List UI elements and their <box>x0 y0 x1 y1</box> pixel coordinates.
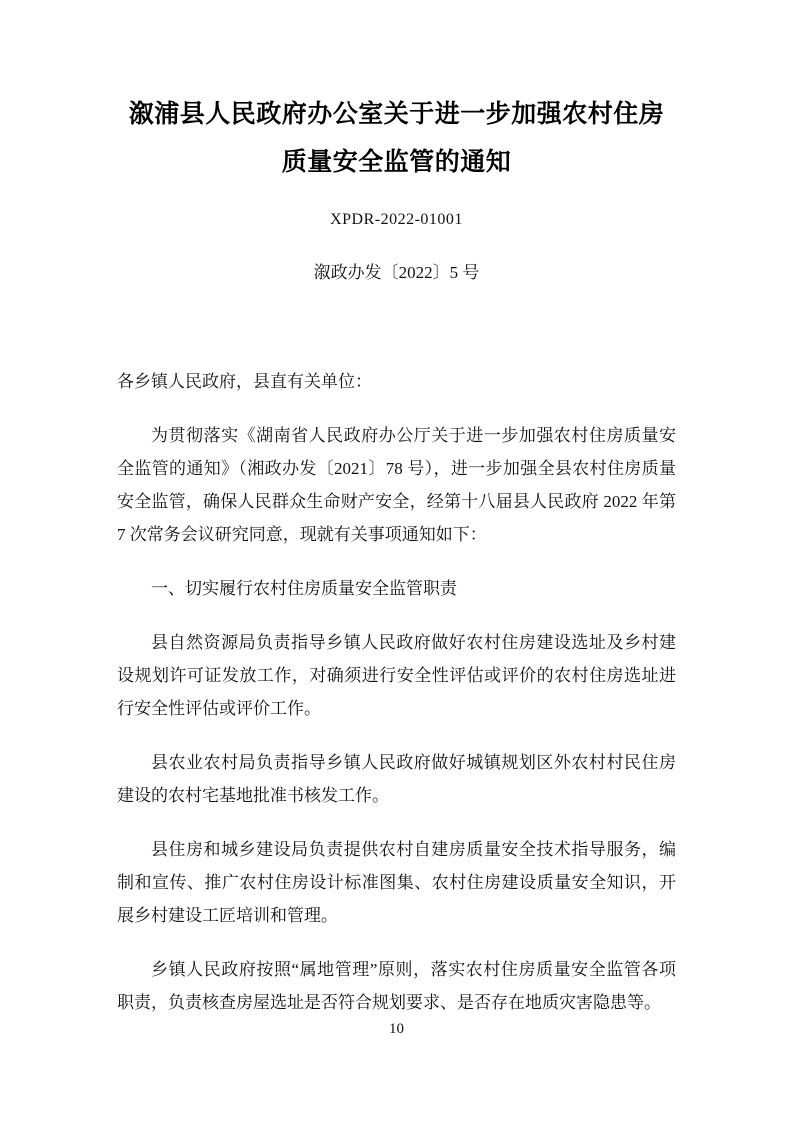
section-heading-1: 一、切实履行农村住房质量安全监管职责 <box>151 579 457 598</box>
document-title: 溆浦县人民政府办公室关于进一步加强农村住房质量安全监管的通知 <box>128 100 665 176</box>
document-body <box>117 365 676 1019</box>
paragraph-natural-resources: 县自然资源局负责指导乡镇人民政府做好农村住房建设选址及乡村建设规划许可证发放工作，对确须进行安全性评估或评价的农村住房选址进行安全性评估或评价工作。 <box>117 633 676 718</box>
paragraph-township-government: 乡镇人民政府按照“属地管理”原则，落实农村住房质量安全监管各项职责，负责核查房屋选址是否符合规划要求、是否存在地质灾害隐患等。 <box>117 960 676 1012</box>
document-content <box>117 0 676 1040</box>
page-number: 10 <box>389 1021 404 1037</box>
document-issue-number: 溆政办发〔2022〕5 号 <box>313 263 480 282</box>
paragraph-housing-bureau: 县住房和城乡建设局负责提供农村自建房质量安全技术指导服务，编制和宣传、推广农村住房设计标准图集、农村住房建设质量安全知识，开展乡村建设工匠培训和管理。 <box>117 840 676 925</box>
paragraph-agriculture-bureau: 县农业农村局负责指导乡镇人民政府做好城镇规划区外农村村民住房建设的农村宅基地批准书核发工作。 <box>117 753 676 805</box>
salutation-line: 各乡镇人民政府，县直有关单位： <box>117 372 372 391</box>
paragraph-intro: 为贯彻落实《湖南省人民政府办公厅关于进一步加强农村住房质量安全监管的通知》（湘政办发〔2021〕78 号），进一步加强全县农村住房质量安全监管，确保人民群众生命财产安全，经第十八届县人民政府 2022 年第 7 次常务会议研究同意，现就有关事项通知如下： <box>117 426 676 544</box>
document-code: XPDR-2022-01001 <box>330 211 463 228</box>
